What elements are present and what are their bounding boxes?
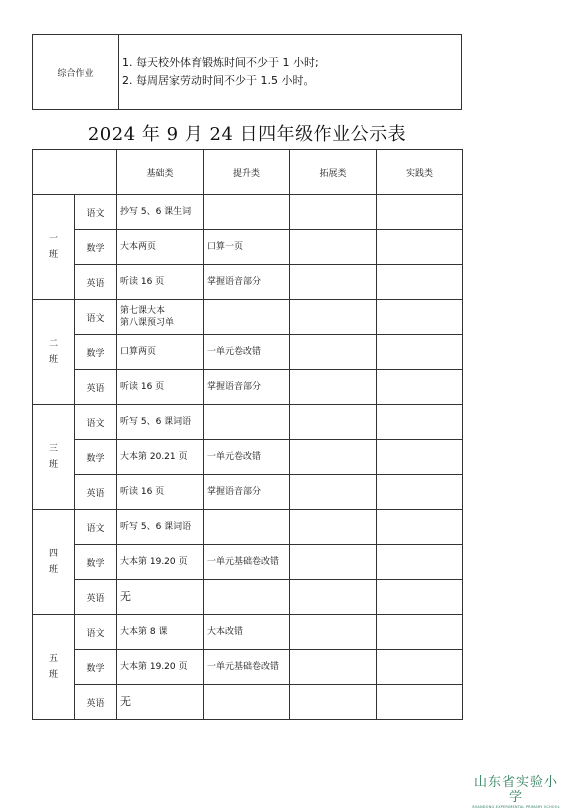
- basic-cell: [117, 545, 204, 580]
- extend-cell: [290, 265, 377, 300]
- extend-cell: [290, 195, 377, 230]
- subject-cell: 数学: [75, 650, 117, 685]
- improve-cell: [204, 475, 290, 510]
- basic-cell: [117, 685, 204, 720]
- table-row: [33, 370, 463, 405]
- improve-cell: [204, 545, 290, 580]
- subject-cell: 数学: [75, 545, 117, 580]
- class-name-char: 班: [48, 565, 58, 575]
- basic-cell: [117, 615, 204, 650]
- practice-cell: [377, 265, 463, 300]
- table-row: [33, 440, 463, 475]
- practice-cell: [377, 405, 463, 440]
- improve-line: 一单元基础卷改错: [207, 557, 280, 567]
- class-name-cell: [33, 615, 75, 720]
- basic-cell: [117, 265, 204, 300]
- header-cell: 基础类: [117, 150, 204, 195]
- basic-cell: [117, 475, 204, 510]
- basic-line: 大本第 19.20 页: [120, 662, 188, 672]
- practice-cell: [377, 475, 463, 510]
- improve-cell: [204, 685, 290, 720]
- subject-cell: 语文: [75, 405, 117, 440]
- class-name-char: 五: [48, 654, 58, 664]
- basic-line: 无: [120, 695, 131, 708]
- improve-cell: [204, 405, 290, 440]
- practice-cell: [377, 650, 463, 685]
- page-title: 2024 年 9 月 24 日四年级作业公示表: [87, 124, 407, 145]
- extend-cell: [290, 615, 377, 650]
- improve-cell: [204, 615, 290, 650]
- basic-cell: [117, 300, 204, 335]
- class-name-char: 班: [48, 250, 58, 260]
- basic-line: 大本两页: [120, 242, 157, 252]
- basic-cell: [117, 405, 204, 440]
- basic-line: 第七课大本: [120, 306, 166, 316]
- comprehensive-line: 2. 每周居家劳动时间不少于 1.5 小时。: [122, 74, 315, 87]
- extend-cell: [290, 440, 377, 475]
- extend-cell: [290, 230, 377, 265]
- basic-line: 听写 5、6 课词语: [120, 417, 192, 427]
- improve-line: 一单元基础卷改错: [207, 662, 280, 672]
- improve-line: 一单元卷改错: [207, 347, 262, 357]
- improve-cell: [204, 510, 290, 545]
- header-cell: 拓展类: [290, 150, 377, 195]
- extend-cell: [290, 650, 377, 685]
- table-row: [33, 510, 463, 545]
- subject-cell: 数学: [75, 230, 117, 265]
- subject-cell: 数学: [75, 440, 117, 475]
- extend-cell: [290, 685, 377, 720]
- basic-line: 大本第 20.21 页: [120, 452, 188, 462]
- class-name-char: 三: [48, 444, 58, 454]
- subject-cell: 语文: [75, 300, 117, 335]
- table-row: [33, 300, 463, 335]
- basic-cell: [117, 580, 204, 615]
- header-cell: 提升类: [204, 150, 290, 195]
- improve-cell: [204, 370, 290, 405]
- basic-line: 听写 5、6 课词语: [120, 522, 192, 532]
- improve-cell: [204, 300, 290, 335]
- subject-cell: 英语: [75, 265, 117, 300]
- basic-line: 听读 16 页: [120, 382, 165, 392]
- table-row: [33, 405, 463, 440]
- class-name-char: 班: [48, 460, 58, 470]
- table-row: [33, 475, 463, 510]
- comprehensive-label: 综合作业: [33, 35, 119, 110]
- table-row: [33, 195, 463, 230]
- table-row: [33, 230, 463, 265]
- subject-cell: 语文: [75, 510, 117, 545]
- subject-cell: 英语: [75, 685, 117, 720]
- class-name-cell: [33, 510, 75, 615]
- basic-line: 大本第 19.20 页: [120, 557, 188, 567]
- basic-line: 第八课预习单: [120, 318, 175, 328]
- practice-cell: [377, 545, 463, 580]
- basic-cell: [117, 440, 204, 475]
- practice-cell: [377, 300, 463, 335]
- extend-cell: [290, 545, 377, 580]
- class-name-char: 四: [48, 549, 58, 559]
- improve-cell: [204, 265, 290, 300]
- subject-cell: 英语: [75, 475, 117, 510]
- improve-line: 大本改错: [207, 627, 244, 637]
- logo-subtext: SHANDONG EXPERIMENTAL PRIMARY SCHOOL: [472, 805, 560, 809]
- practice-cell: [377, 230, 463, 265]
- subject-cell: 语文: [75, 615, 117, 650]
- subject-cell: 英语: [75, 370, 117, 405]
- basic-line: 听读 16 页: [120, 277, 165, 287]
- extend-cell: [290, 510, 377, 545]
- school-logo: [470, 775, 562, 810]
- class-name-char: 二: [48, 339, 58, 349]
- improve-cell: [204, 335, 290, 370]
- practice-cell: [377, 440, 463, 475]
- basic-cell: [117, 335, 204, 370]
- class-name-char: 一: [48, 234, 58, 244]
- extend-cell: [290, 335, 377, 370]
- improve-cell: [204, 195, 290, 230]
- improve-cell: [204, 580, 290, 615]
- table-row: [33, 615, 463, 650]
- class-name-cell: [33, 405, 75, 510]
- basic-line: 口算两页: [120, 347, 157, 357]
- practice-cell: [377, 580, 463, 615]
- table-row: [33, 685, 463, 720]
- improve-cell: [204, 230, 290, 265]
- subject-cell: 语文: [75, 195, 117, 230]
- basic-cell: [117, 370, 204, 405]
- class-name-cell: [33, 195, 75, 300]
- basic-line: 抄写 5、6 课生词: [120, 207, 192, 217]
- basic-cell: [117, 230, 204, 265]
- practice-cell: [377, 370, 463, 405]
- improve-line: 一单元卷改错: [207, 452, 262, 462]
- subject-cell: 英语: [75, 580, 117, 615]
- basic-cell: [117, 510, 204, 545]
- header-cell: 实践类: [377, 150, 463, 195]
- basic-cell: [117, 650, 204, 685]
- improve-line: 掌握语音部分: [207, 382, 262, 392]
- practice-cell: [377, 685, 463, 720]
- class-name-char: 班: [48, 355, 58, 365]
- basic-line: 无: [120, 590, 131, 603]
- header-cell: [33, 150, 117, 195]
- practice-cell: [377, 195, 463, 230]
- homework-table: [32, 149, 463, 720]
- table-row: [33, 335, 463, 370]
- comprehensive-line: 1. 每天校外体育锻炼时间不少于 1 小时;: [122, 56, 319, 69]
- extend-cell: [290, 300, 377, 335]
- extend-cell: [290, 475, 377, 510]
- class-name-cell: [33, 300, 75, 405]
- table-row: [33, 265, 463, 300]
- extend-cell: [290, 405, 377, 440]
- practice-cell: [377, 510, 463, 545]
- extend-cell: [290, 580, 377, 615]
- class-name-char: 班: [48, 670, 58, 680]
- extend-cell: [290, 370, 377, 405]
- table-row: [33, 580, 463, 615]
- logo-text: 山东省实验小学: [473, 775, 558, 805]
- table-row: [33, 650, 463, 685]
- practice-cell: [377, 335, 463, 370]
- header-row: [33, 150, 463, 195]
- table-row: [33, 545, 463, 580]
- improve-line: 掌握语音部分: [207, 277, 262, 287]
- improve-cell: [204, 440, 290, 475]
- improve-line: 掌握语音部分: [207, 487, 262, 497]
- subject-cell: 数学: [75, 335, 117, 370]
- basic-cell: [117, 195, 204, 230]
- practice-cell: [377, 615, 463, 650]
- basic-line: 听读 16 页: [120, 487, 165, 497]
- improve-cell: [204, 650, 290, 685]
- basic-line: 大本第 8 课: [120, 627, 168, 637]
- improve-line: 口算一页: [207, 242, 244, 252]
- comprehensive-homework-table: [32, 34, 462, 110]
- comprehensive-content: [119, 35, 462, 110]
